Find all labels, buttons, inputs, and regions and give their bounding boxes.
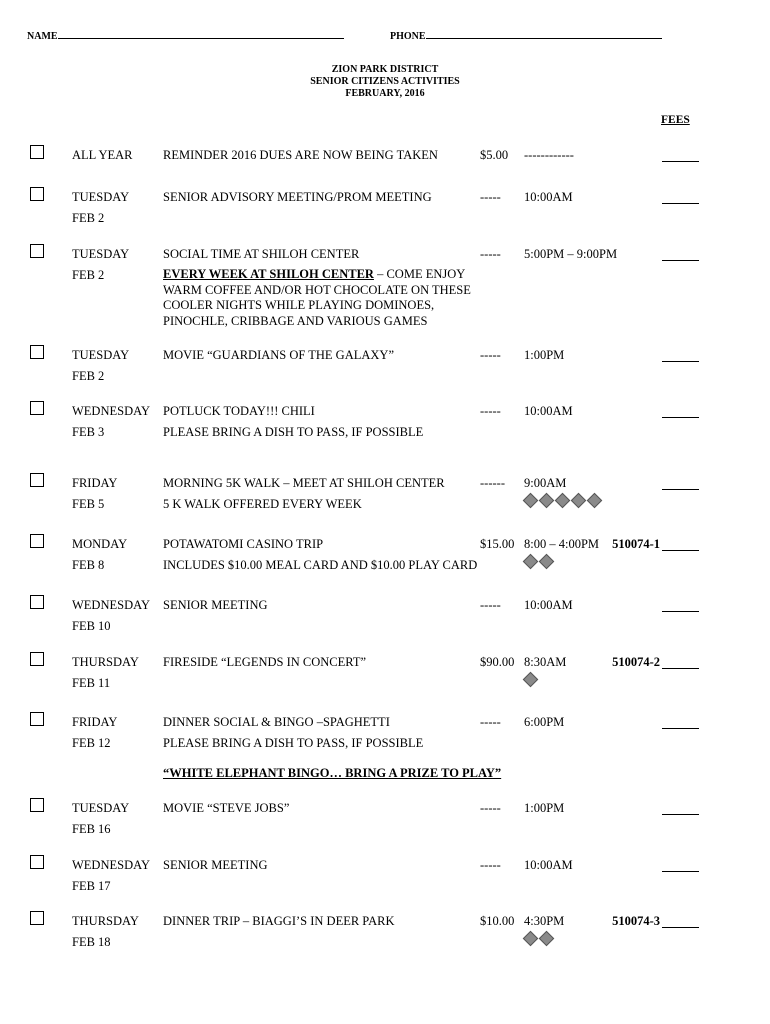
row-time: 8:00 – 4:00PM [524,537,600,551]
row-day: TUESDAY [72,801,130,815]
checkbox[interactable] [30,595,44,609]
diamond-icon [523,672,539,688]
checkbox[interactable] [30,345,44,359]
fee-blank[interactable] [662,160,699,162]
row-description: SOCIAL TIME AT SHILOH CENTER [163,247,360,261]
row-day: THURSDAY [72,914,139,928]
row-date: FEB 5 [72,497,105,511]
row-price: ----- [480,190,501,204]
row-day: TUESDAY [72,190,130,204]
row-price: ----- [480,715,501,729]
row-date: FEB 2 [72,211,105,225]
checkbox[interactable] [30,401,44,415]
row-time: 10:00AM [524,598,573,612]
title-line-3: FEBRUARY, 2016 [345,88,425,99]
fee-blank[interactable] [662,549,699,551]
diamond-icon [539,931,555,947]
row-time: 4:30PM [524,914,565,928]
row-price: ----- [480,598,501,612]
row-day: THURSDAY [72,655,139,669]
phone-field[interactable] [390,28,662,42]
row-description: DINNER TRIP – BIAGGI’S IN DEER PARK [163,914,395,928]
row-price: ----- [480,801,501,815]
row-price: $5.00 [480,148,509,162]
row-description-2: INCLUDES $10.00 MEAL CARD AND $10.00 PLAY CARD [163,558,478,572]
row-day: FRIDAY [72,476,118,490]
diamond-icon [587,493,603,509]
diamond-rating [523,672,538,687]
diamond-icon [571,493,587,509]
fee-blank[interactable] [662,870,699,872]
row-day: MONDAY [72,537,128,551]
row-day: ALL YEAR [72,148,133,162]
row-time: 5:00PM – 9:00PM [524,247,618,261]
diamond-icon [539,493,555,509]
checkbox[interactable] [30,855,44,869]
title-line-2: SENIOR CITIZENS ACTIVITIES [310,76,460,87]
row-date: FEB 8 [72,558,105,572]
name-blank[interactable] [58,28,344,39]
fee-blank[interactable] [662,610,699,612]
checkbox[interactable] [30,145,44,159]
row-description: MOVIE “STEVE JOBS” [163,801,290,815]
diamond-icon [523,493,539,509]
row-description: POTLUCK TODAY!!! CHILI [163,404,315,418]
row-price: $10.00 [480,914,515,928]
checkbox[interactable] [30,652,44,666]
row-date: FEB 16 [72,822,111,836]
name-field[interactable] [27,28,344,42]
row-time: 1:00PM [524,348,565,362]
row-price: ----- [480,858,501,872]
fee-blank[interactable] [662,667,699,669]
checkbox[interactable] [30,534,44,548]
fee-blank[interactable] [662,813,699,815]
row-description: SENIOR MEETING [163,598,268,612]
row-price: ----- [480,348,501,362]
row-date: FEB 17 [72,879,111,893]
row-description-2: PLEASE BRING A DISH TO PASS, IF POSSIBLE [163,425,424,439]
row-time: 8:30AM [524,655,567,669]
row-price: ----- [480,247,501,261]
fees-heading: FEES [661,114,690,126]
row-description: DINNER SOCIAL & BINGO –SPAGHETTI [163,715,390,729]
name-label: NAME [27,31,58,42]
social-note-rest: – COME ENJOY [373,267,466,281]
row-date: FEB 3 [72,425,105,439]
fee-blank[interactable] [662,488,699,490]
diamond-icon [523,931,539,947]
row-price: ------ [480,476,505,490]
diamond-rating [523,493,602,508]
row-date: FEB 18 [72,935,111,949]
checkbox[interactable] [30,187,44,201]
row-description: POTAWATOMI CASINO TRIP [163,537,324,551]
fee-blank[interactable] [662,360,699,362]
checkbox[interactable] [30,244,44,258]
diamond-icon [555,493,571,509]
row-day: TUESDAY [72,247,130,261]
row-time: 10:00AM [524,190,573,204]
row-description: MORNING 5K WALK – MEET AT SHILOH CENTER [163,476,445,490]
row-description: REMINDER 2016 DUES ARE NOW BEING TAKEN [163,148,438,162]
checkbox[interactable] [30,911,44,925]
row-description: MOVIE “GUARDIANS OF THE GALAXY” [163,348,394,362]
checkbox[interactable] [30,712,44,726]
fee-blank[interactable] [662,416,699,418]
diamond-rating [523,931,554,946]
row-description: SENIOR MEETING [163,858,268,872]
phone-blank[interactable] [426,28,662,39]
row-time: 1:00PM [524,801,565,815]
row-time: ------------ [524,148,574,162]
row-description: FIRESIDE “LEGENDS IN CONCERT” [163,655,367,669]
fee-blank[interactable] [662,727,699,729]
row-day: WEDNESDAY [72,404,151,418]
diamond-rating [523,554,554,569]
row-day: TUESDAY [72,348,130,362]
row-day: FRIDAY [72,715,118,729]
row-day: WEDNESDAY [72,858,151,872]
title-line-1: ZION PARK DISTRICT [331,64,439,75]
fee-blank[interactable] [662,926,699,928]
row-time: 6:00PM [524,715,565,729]
fee-blank[interactable] [662,259,699,261]
social-note-line-2: WARM COFFEE AND/OR HOT CHOCOLATE ON THESE [163,282,471,297]
row-price: $15.00 [480,537,515,551]
fee-blank[interactable] [662,202,699,204]
row-date: FEB 11 [72,676,111,690]
phone-label: PHONE [390,31,426,42]
social-note [163,267,471,329]
row-code: 510074-2 [612,655,660,669]
row-time: 10:00AM [524,404,573,418]
social-note-line-3: COOLER NIGHTS WHILE PLAYING DOMINOES, [163,298,435,312]
row-time: 9:00AM [524,476,567,490]
row-date: FEB 12 [72,736,111,750]
row-time: 10:00AM [524,858,573,872]
row-code: 510074-3 [612,914,660,928]
social-note-bold: EVERY WEEK AT SHILOH CENTER [163,267,374,281]
diamond-icon [539,554,555,570]
social-note-line-4: PINOCHLE, CRIBBAGE AND VARIOUS GAMES [163,313,428,328]
row-description: SENIOR ADVISORY MEETING/PROM MEETING [163,190,432,204]
diamond-icon [523,554,539,570]
row-price: ----- [480,404,501,418]
row-description-2: PLEASE BRING A DISH TO PASS, IF POSSIBLE [163,736,424,750]
row-date: FEB 2 [72,268,105,282]
row-code: 510074-1 [612,537,660,551]
row-date: FEB 10 [72,619,111,633]
checkbox[interactable] [30,473,44,487]
white-elephant-note: “WHITE ELEPHANT BINGO… BRING A PRIZE TO PLAY” [163,766,502,780]
checkbox[interactable] [30,798,44,812]
row-price: $90.00 [480,655,515,669]
row-day: WEDNESDAY [72,598,151,612]
row-description-2: 5 K WALK OFFERED EVERY WEEK [163,497,362,511]
row-date: FEB 2 [72,369,105,383]
